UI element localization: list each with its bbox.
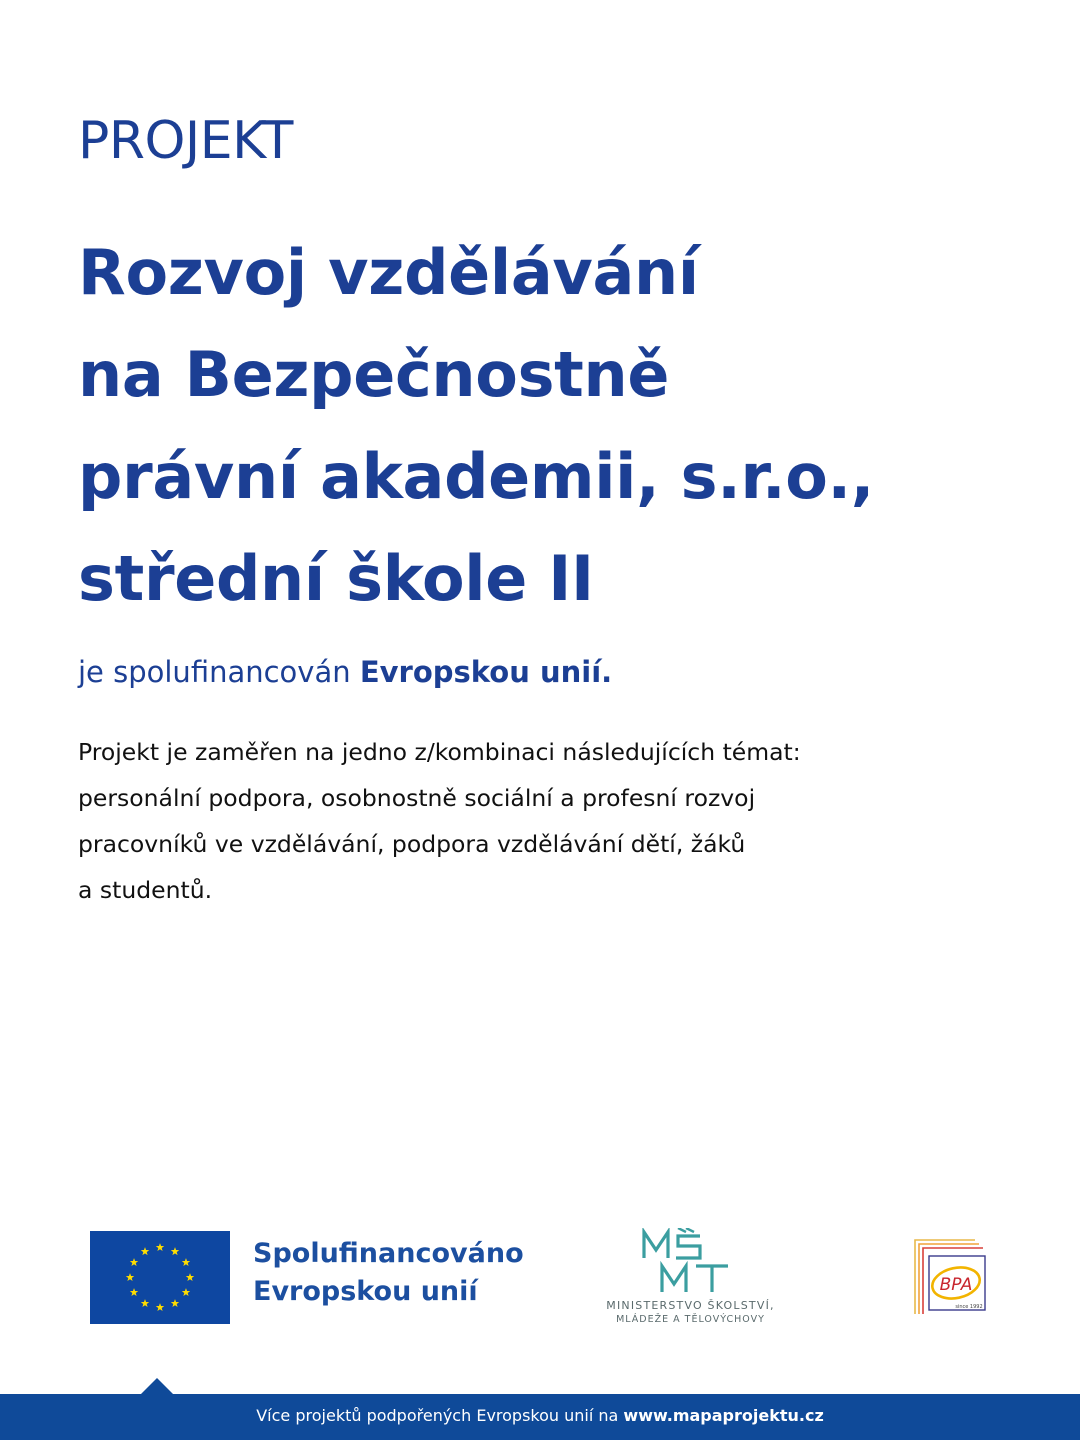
project-description	[78, 729, 1038, 913]
project-label: PROJEKT	[78, 111, 293, 171]
eu-text-line1: Spolufinancováno	[253, 1238, 524, 1269]
project-title-line: Rozvoj vzdělávání	[78, 236, 699, 309]
eu-cofinanced-text	[253, 1235, 524, 1311]
footer-bar	[0, 1394, 1080, 1440]
project-title-line: střední škole II	[78, 542, 594, 615]
project-title-line: právní akademii, s.r.o.,	[78, 440, 875, 513]
cofinancing-prefix: je spolufinancován	[78, 655, 351, 689]
bpa-logo-text: BPA	[939, 1275, 973, 1295]
footer-text: Více projektů podpořených Evropskou unií na	[256, 1406, 619, 1425]
msmt-caption	[588, 1298, 793, 1326]
eu-flag-icon	[90, 1231, 230, 1324]
description-line: Projekt je zaměřen na jedno z/kombinaci následujících témat:	[78, 738, 801, 766]
bpa-since-text: since 1992	[955, 1304, 983, 1310]
msmt-mark	[640, 1228, 740, 1296]
footer-tab	[141, 1378, 173, 1394]
description-line: personální podpora, osobnostně sociální a profesní rozvoj	[78, 784, 756, 812]
project-title-line: na Bezpečnostně	[78, 338, 670, 411]
cofinancing-statement	[78, 650, 612, 694]
cofinancing-emphasis: Evropskou unií.	[359, 655, 613, 689]
project-title	[78, 222, 1038, 630]
bpa-logo-icon	[905, 1236, 1001, 1318]
description-line: a studentů.	[78, 876, 213, 904]
eu-text-line2: Evropskou unií	[253, 1276, 478, 1307]
msmt-caption-line2: MLÁDEŽE A TĚLOVÝCHOVY	[616, 1314, 765, 1325]
footer-link[interactable]: www.mapaprojektu.cz	[623, 1406, 824, 1425]
msmt-caption-line1: MINISTERSTVO ŠKOLSTVÍ,	[606, 1299, 775, 1312]
msmt-logo-icon	[588, 1228, 793, 1328]
description-line: pracovníků ve vzdělávání, podpora vzdělávání dětí, žáků	[78, 830, 746, 858]
